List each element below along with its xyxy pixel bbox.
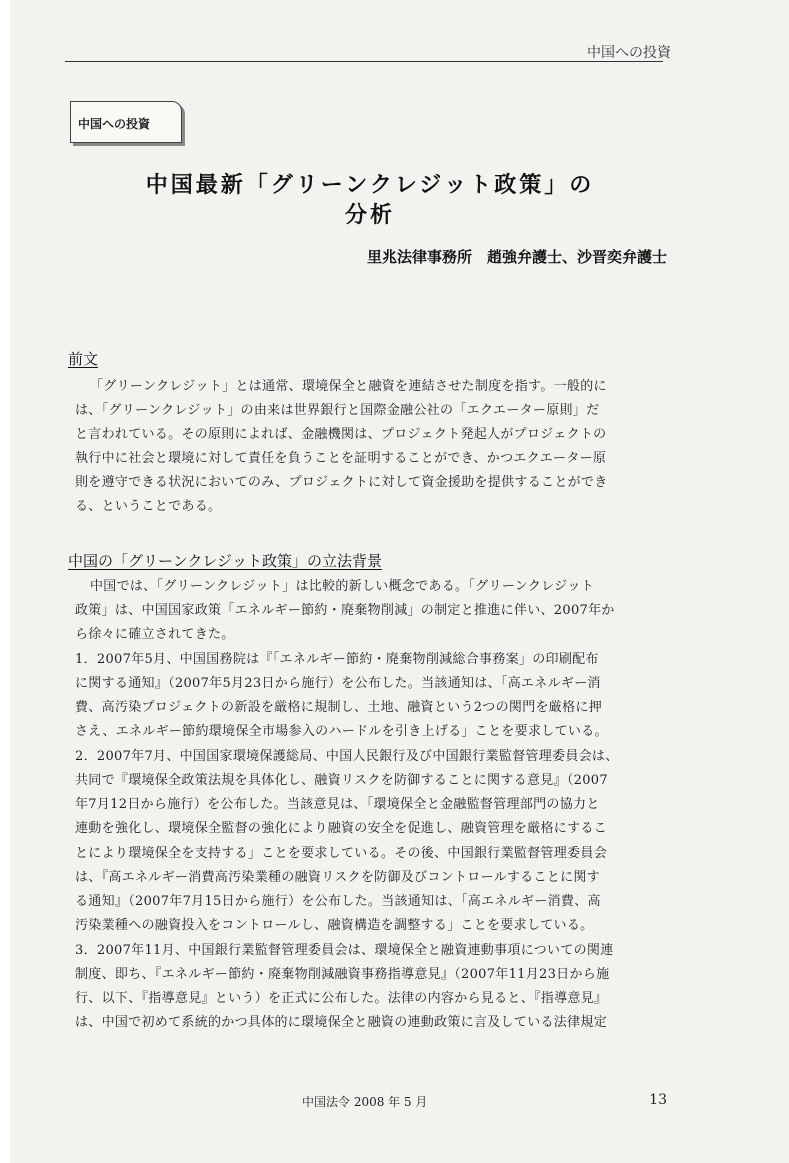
section-heading-legislative-background: 中国の「グリーンクレジット政策」の立法背景: [68, 552, 383, 570]
paragraph-line: 制度、即ち、『エネルギー節約・廃棄物削減融資事務指導意見』（2007年11月23日から施: [75, 967, 610, 982]
paragraph-line: 連動を強化し、環境保全監督の強化により融資の安全を促進し、融資管理を厳格にするこ: [75, 821, 608, 836]
paragraph-line: 年7月12日から施行）を公布した。当該意見は、「環境保全と金融監督管理部門の協力と: [75, 797, 600, 812]
paragraph-line: は、『高エネルギー消費高汚染業種の融資リスクを防御及びコントロールすることに関す: [75, 870, 600, 885]
header-rule: [65, 61, 663, 62]
paragraph-line: る通知』（2007年7月15日から施行）を公布した。当該通知は、「高エネルギー消費、高: [75, 894, 601, 909]
paragraph-line: 行、以下、『指導意見』という）を正式に公布した。法律の内容から見ると、『指導意見』: [75, 991, 608, 1006]
author-byline: 里兆法律事務所 趙強弁護士、沙晋奕弁護士: [366, 248, 667, 266]
section-heading-preface: 前文: [68, 350, 99, 368]
article-title-line-1: 中国最新「グリーンクレジット政策」の: [145, 173, 595, 198]
paragraph-line: 中国では、「グリーンクレジット」は比較的新しい概念である。「グリーンクレジット: [90, 579, 595, 594]
paragraph-line: に関する通知』（2007年5月23日から施行）を公布した。当該通知は、「高エネルギー消: [75, 676, 601, 691]
paragraph-line: 1．2007年5月、中国国務院は『「エネルギー節約・廃棄物削減総合事務案」の印刷配布: [75, 652, 599, 667]
paragraph-line: る、ということである。: [75, 499, 222, 514]
paragraph-line: 共同で『環境保全政策法規を具体化し、融資リスクを防御することに関する意見』（2007: [75, 773, 608, 788]
paragraph-line: 則を遵守できる状況においてのみ、プロジェクトに対して資金援助を提供することができ: [75, 475, 608, 490]
paragraph-line: は、中国で初めて系統的かつ具体的に環境保全と融資の連動政策に言及している法律規定: [75, 1015, 608, 1030]
paragraph-line: 汚染業種への融資投入をコントロールし、融資構造を調整する」ことを要求している。: [75, 918, 594, 933]
footer-publication: 中国法令 2008 年 5 月: [302, 1095, 428, 1109]
paragraph-line: 2．2007年7月、中国国家環境保護総局、中国人民銀行及び中国銀行業監督管理委員会は、: [75, 749, 619, 764]
paragraph-line: と言われている。その原則によれば、金融機関は、プロジェクト発起人がプロジェクトの: [75, 427, 607, 442]
page-number: 13: [649, 1092, 667, 1108]
article-title-line-2: 分析: [344, 203, 395, 228]
paragraph-line: 「グリーンクレジット」とは通常、環境保全と融資を連結させた制度を指す。一般的に: [90, 379, 607, 394]
running-header: 中国への投資: [587, 45, 671, 61]
paragraph-line: さえ、エネルギー節約環境保全市場参入のハードルを引き上げる」ことを要求している。: [75, 724, 608, 739]
section-tag-label: 中国への投資: [78, 117, 151, 131]
paragraph-line: ら徐々に確立されてきた。: [75, 627, 235, 642]
paragraph-line: は、「グリーンクレジット」の由来は世界銀行と国際金融公社の「エクエーター原則」だ: [75, 403, 600, 418]
paragraph-line: 3．2007年11月、中国銀行業監督管理委員会は、環境保全と融資連動事項についての関連: [75, 943, 614, 958]
paragraph-line: 執行中に社会と環境に対して責任を負うことを証明することができ、かつエクエーター原: [75, 451, 607, 466]
paragraph-line: 政策」は、中国国家政策「エネルギー節約・廃棄物削減」の制定と推進に伴い、2007年か: [75, 603, 615, 618]
paragraph-line: とにより環境保全を支持する」ことを要求している。その後、中国銀行業監督管理委員会: [75, 846, 608, 861]
paragraph-line: 費、高汚染プロジェクトの新設を厳格に規制し、土地、融資という2つの関門を厳格に押: [75, 700, 603, 715]
